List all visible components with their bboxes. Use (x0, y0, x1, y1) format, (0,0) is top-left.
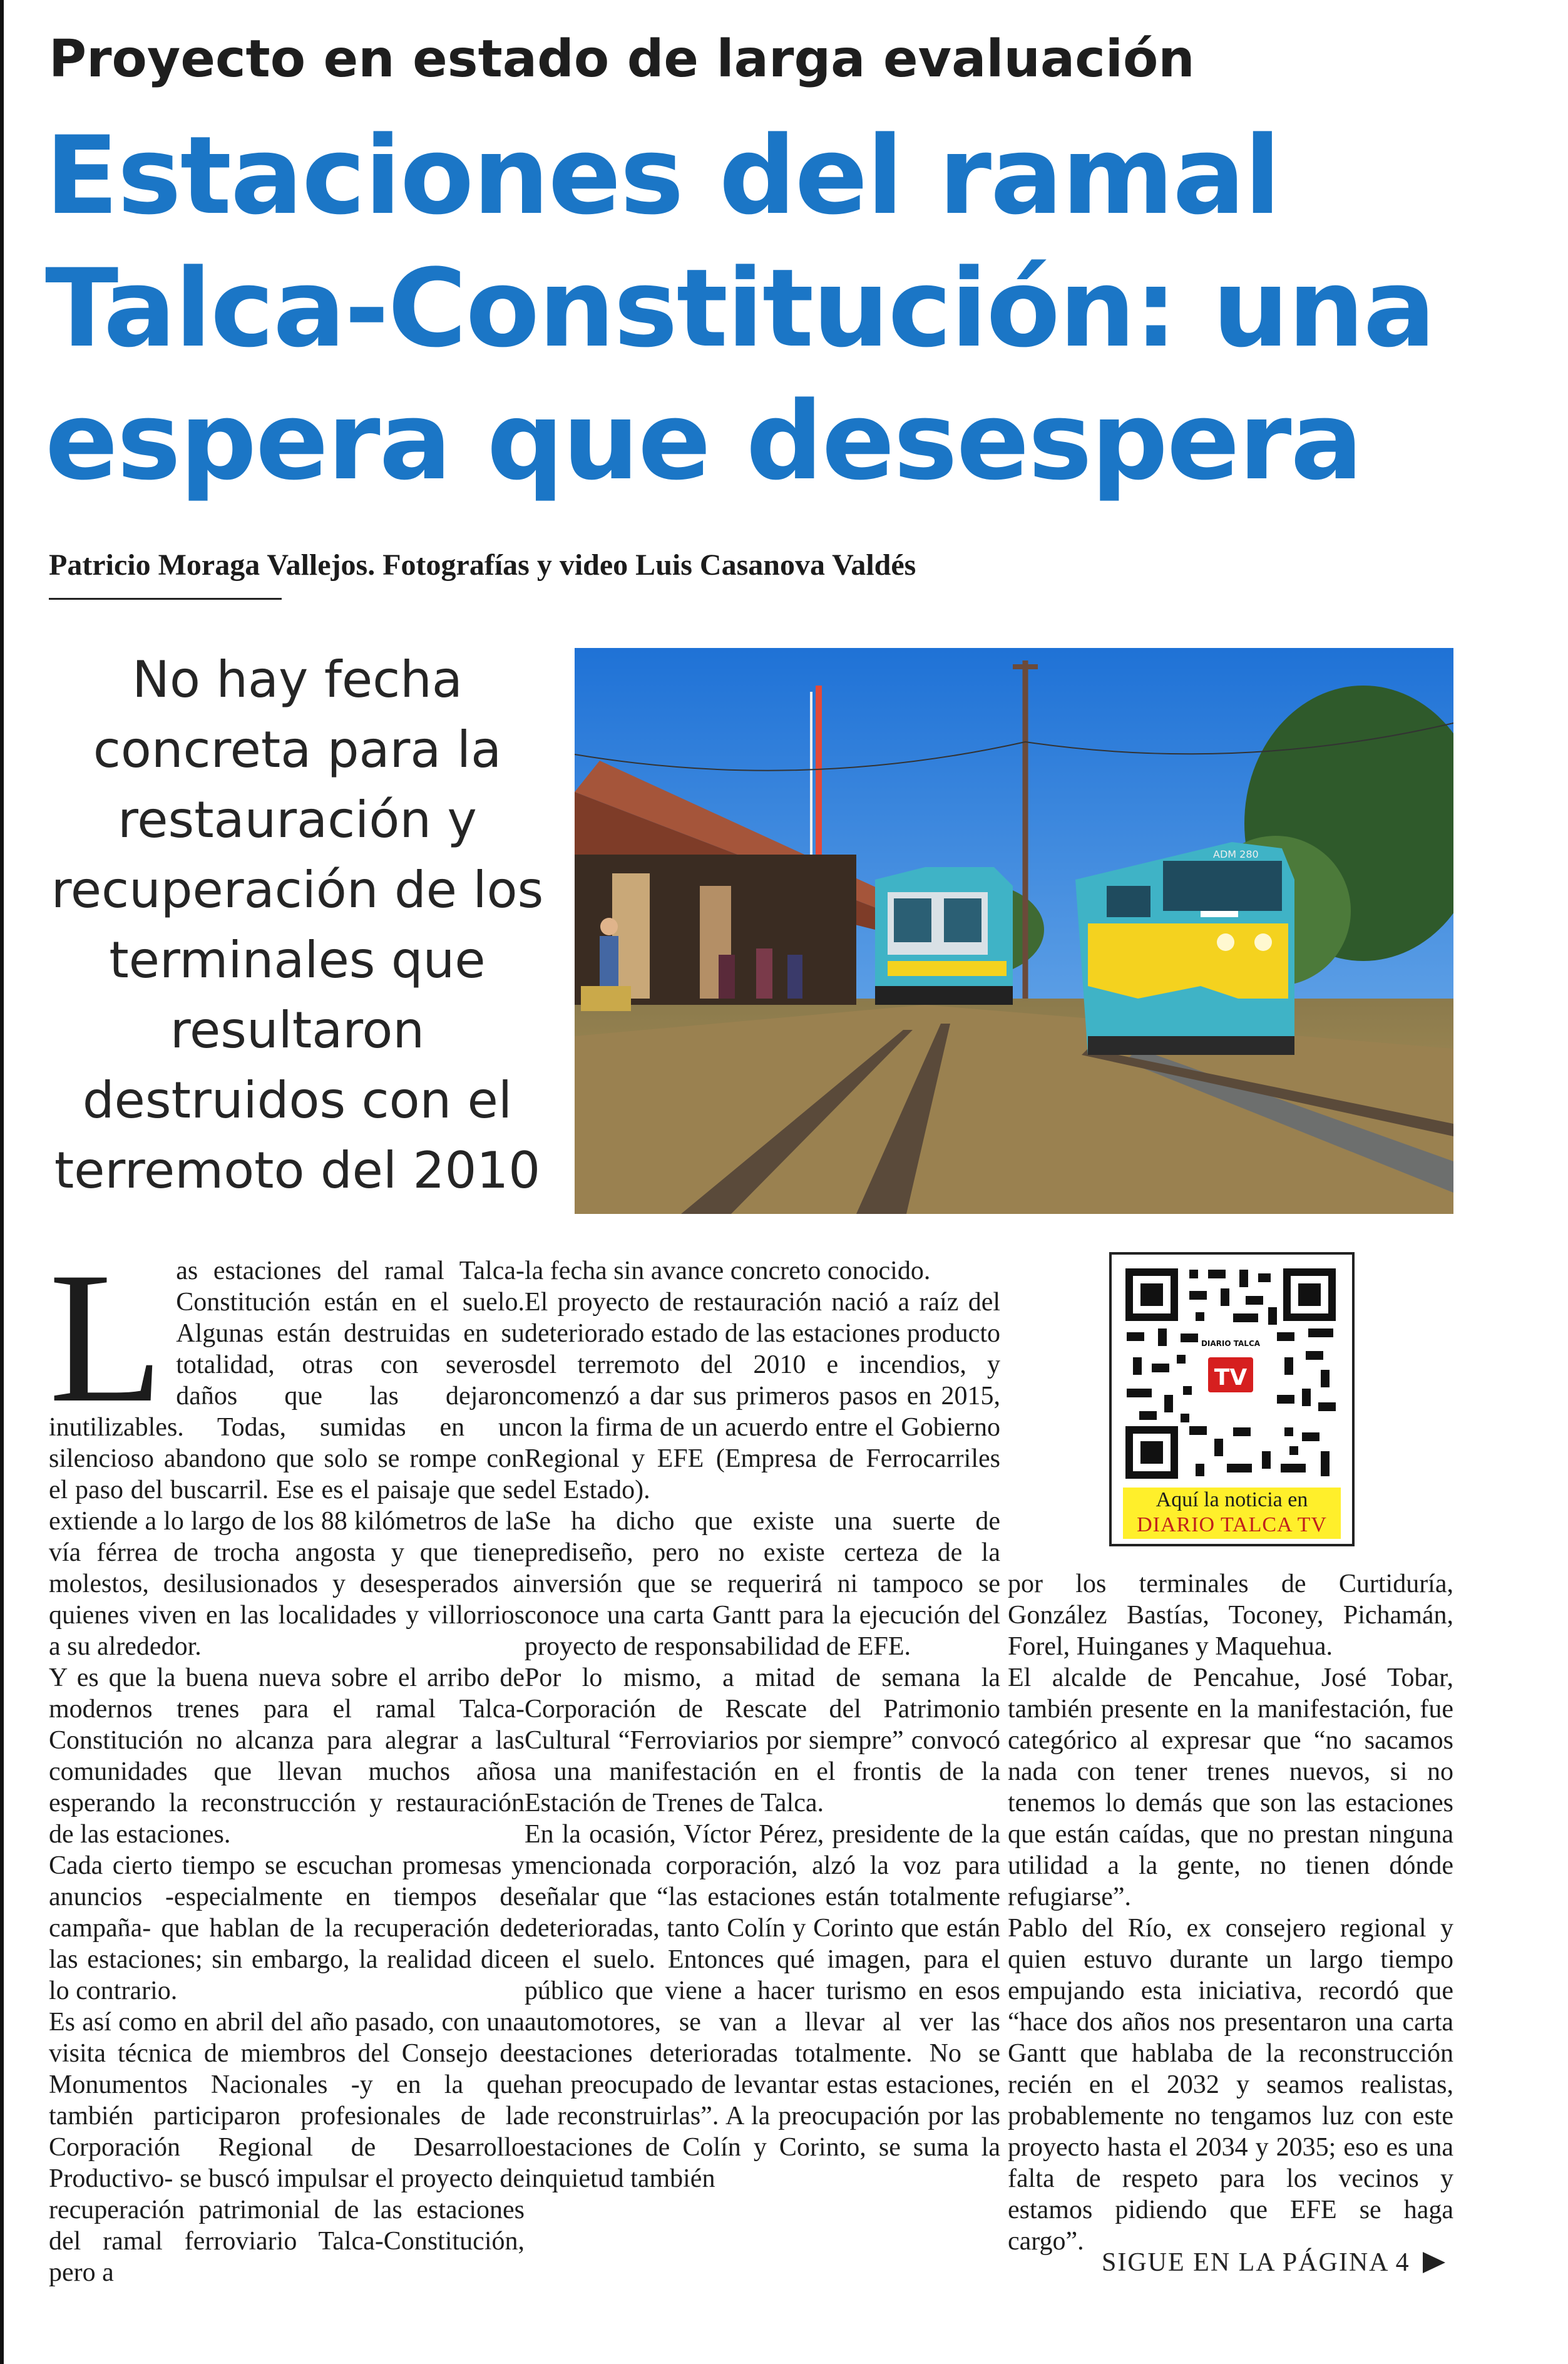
byline-underline (49, 598, 282, 600)
paragraph: por los terminales de Curtiduría, González Bastías, Toconey, Pichamán, Forel, Huinganes y Maquehua. (1008, 1570, 1453, 1661)
byline: Patricio Moraga Vallejos. Fotografías y video Luis Casanova Valdés (49, 548, 916, 582)
article-column-3 (1008, 1568, 1453, 2257)
continue-label: SIGUE EN LA PÁGINA 4 (1102, 2248, 1410, 2277)
qr-logo-text: DIARIO TALCA (1201, 1339, 1261, 1348)
train-station-photo (575, 648, 1453, 1214)
paragraph: El alcalde de Pencahue, José Tobar, también presente en la manifestación, fue categórico al expresar que “no sacamos nada con tener trenes nuevos, si no tenemos lo demás que son las estaciones que están caídas, que no prestan ninguna utilidad a la gente, no tienen dónde refugiarse”. (1008, 1663, 1453, 1911)
qr-logo-tv: TV (1214, 1365, 1248, 1390)
paragraph: Pablo del Río, ex consejero regional y quien estuvo durante un largo tiempo empujando esta iniciativa, recordó que “hace dos años nos presentaron una carta Gantt que hablaba de la reconstrucción recién en el 2032 y seamos realistas, probablemente no tengamos luz con este proyecto hasta el 2034 y 2035; eso es una falta de respeto para los vecinos y estamos pidiendo que EFE se haga cargo”. (1008, 1914, 1453, 2256)
paragraph: En la ocasión, Víctor Pérez, presidente de la mencionada corporación, alzó la voz para señalar que “las estaciones están totalmente deterioradas, tanto Colín y Corinto que están en el suelo. Entonces qué imagen, para el público que viene a hacer turismo en esos automotores, se van a llevar al ver las estaciones deterioradas totalmente. No se han preocupado de levantar estas estaciones, de reconstruirlas”. A la preocupación por las estaciones de Colín y Corinto, se suma la inquietud también (525, 1820, 1000, 2193)
paragraph: Cada cierto tiempo se escuchan promesas y anuncios -especialmente en tiempos de campaña- que hablan de la recuperación de las estaciones; sin embargo, la realidad dice lo contrario. (49, 1851, 525, 2005)
paragraph: Es así como en abril del año pasado, con una visita técnica de miembros del Consejo de Monumentos Nacionales -y en la que también participaron profesionales de la Corporación Regional de Desarrollo Productivo- se buscó impulsar el proyecto de recuperación patrimonial de las estaciones del ramal ferroviario Talca-Constitución, pero a (49, 2008, 525, 2287)
continue-link[interactable] (1102, 2248, 1445, 2278)
kicker: Proyecto en estado de larga evaluación (49, 29, 1195, 89)
article-column-1 (49, 1233, 525, 2288)
paragraph: la fecha sin avance concreto conocido. (525, 1257, 931, 1285)
qr-caption-line1: Aquí la noticia en (1156, 1488, 1308, 1511)
paragraph: Y es que la buena nueva sobre el arribo de modernos trenes para el ramal Talca-Constitución no alcanza para alegrar a las comunidades que llevan muchos años esperando la reconstrucción y restauración de las estaciones. (49, 1663, 525, 1849)
page-edge-rule (0, 0, 4, 2364)
qr-caption[interactable] (1123, 1488, 1341, 1539)
paragraph: Se ha dicho que existe una suerte de prediseño, pero no existe certeza de la inversión que se requerirá ni tampoco se conoce una carta Gantt para la ejecución del proyecto de responsabilidad de EFE. (525, 1507, 1000, 1661)
paragraph: as estaciones del ramal Talca-Constitución están en el suelo. Algunas están destruidas en su totalidad, otras con severos daños que las dejaron inutilizables. Todas, sumidas en un silencioso abandono que solo se rompe con el paso del buscarril. Ese es el paisaje que se extiende a lo largo de los 88 kilómetros de la vía férrea de trocha angosta y que tiene molestos, desilusionados y desesperados a quienes viven en las localidades y villorrios a su alrededor. (49, 1257, 525, 1661)
train-number: ADM 280 (1213, 848, 1259, 860)
qr-caption-line2: DIARIO TALCA TV (1137, 1513, 1327, 1536)
pull-quote: No hay fecha concreta para la restauración y recuperación de los terminales que resultaron destruidos con el terremoto del 2010 (51, 650, 544, 1200)
headline: Estaciones del ramal Talca-Constitución: una espera que desespera (45, 113, 1435, 504)
qr-code-box[interactable] (1109, 1252, 1355, 1546)
qr-code-icon[interactable] (1120, 1263, 1341, 1484)
article-column-2 (525, 1255, 1000, 2194)
paragraph: El proyecto de restauración nació a raíz del deteriorado estado de las estaciones producto del terremoto del 2010 e incendios, y comenzó a dar sus primeros pasos en 2015, con la firma de un acuerdo entre el Gobierno Regional y EFE (Empresa de Ferrocarriles del Estado). (525, 1288, 1000, 1504)
drop-cap: L (49, 1233, 164, 1441)
arrow-right-icon (1423, 2252, 1445, 2273)
paragraph: Por lo mismo, a mitad de semana la Corporación de Rescate del Patrimonio Cultural “Ferroviarios por siempre” convocó a una manifestación en el frontis de la Estación de Trenes de Talca. (525, 1663, 1000, 1817)
